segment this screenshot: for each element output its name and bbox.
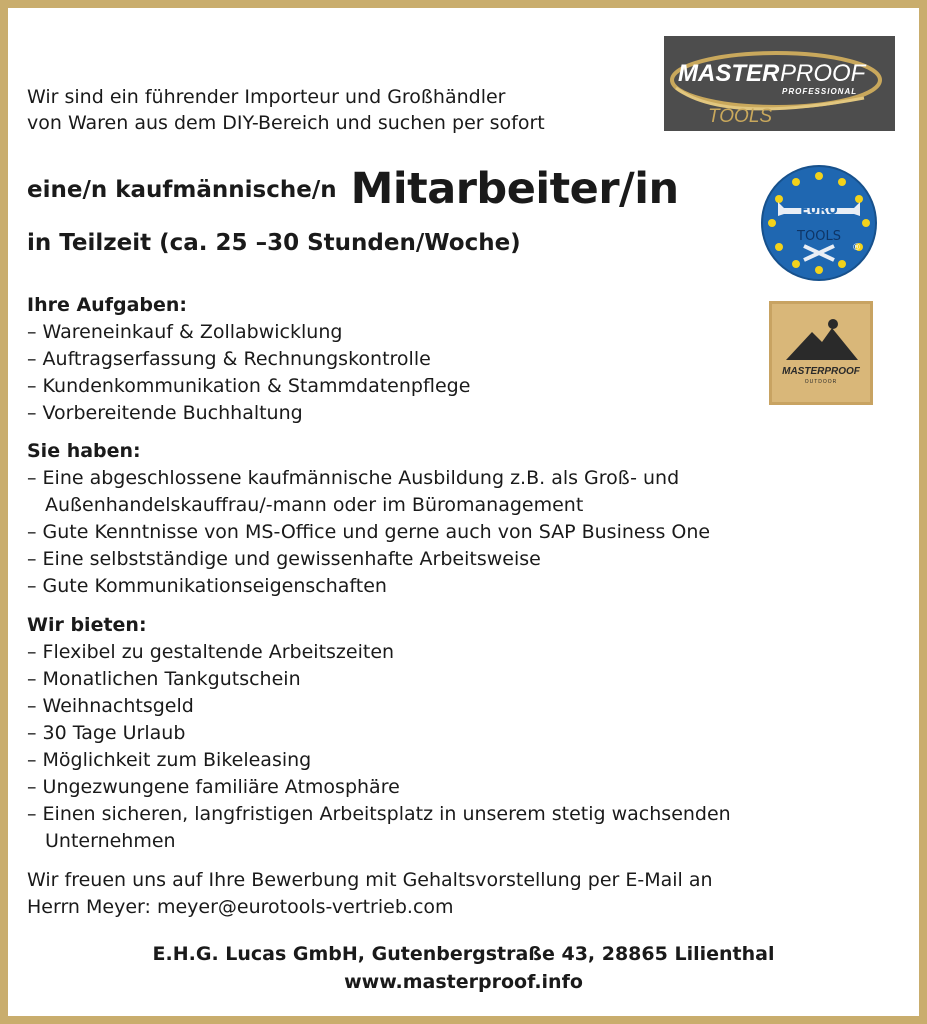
section-aufgaben	[27, 292, 827, 427]
sun-icon	[828, 319, 838, 329]
logo-sub: TOOLS	[708, 106, 773, 127]
list-item: – Auftragserfassung & Rechnungskontrolle	[27, 348, 431, 370]
euro-word: EURO	[800, 203, 838, 217]
headline-prefix: eine/n kaufmännische/n	[27, 177, 337, 203]
footer	[0, 940, 927, 996]
list-item: – Eine abgeschlossene kaufmännische Ausbildung z.B. als Groß- und Außenhandelskauffrau/-mann oder im Büromanagement	[27, 467, 680, 516]
tools-word: TOOLS	[797, 229, 841, 244]
outdoor-brand: MASTERPROOF	[782, 366, 860, 377]
intro-line-2: von Waren aus dem DIY-Bereich und suchen per sofort	[27, 112, 545, 134]
registered-mark: ®	[852, 243, 861, 253]
intro-text	[27, 84, 627, 136]
website-link[interactable]: www.masterproof.info	[344, 971, 583, 993]
section-title: Ihre Aufgaben:	[27, 294, 187, 316]
company-address: E.H.G. Lucas GmbH, Gutenbergstraße 43, 28865 Lilienthal	[152, 943, 775, 965]
list-item: – Einen sicheren, langfristigen Arbeitsplatz in unserem stetig wachsenden Unternehmen	[27, 803, 731, 852]
contact-email-line[interactable]: Herrn Meyer: meyer@eurotools-vertrieb.com	[27, 896, 454, 918]
logo-word-proof: PROOF	[780, 60, 866, 87]
list-item: – Möglichkeit zum Bikeleasing	[27, 749, 312, 771]
list-item: – Eine selbstständige und gewissenhafte Arbeitsweise	[27, 548, 541, 570]
intro-line-1: Wir sind ein führender Importeur und Großhändler	[27, 86, 506, 108]
list-item: – Weihnachtsgeld	[27, 695, 194, 717]
logo-word-master: MASTER	[678, 60, 780, 87]
list-item: – Kundenkommunikation & Stammdatenpflege	[27, 375, 471, 397]
closing-line-1: Wir freuen uns auf Ihre Bewerbung mit Gehaltsvorstellung per E-Mail an	[27, 869, 713, 891]
list-item: – Ungezwungene familiäre Atmosphäre	[27, 776, 400, 798]
job-title: Mitarbeiter/in	[350, 164, 679, 214]
job-headline	[27, 164, 679, 214]
list-item: – 30 Tage Urlaub	[27, 722, 186, 744]
euro-tools-logo	[760, 164, 878, 282]
outdoor-sub: OUTDOOR	[804, 379, 838, 385]
section-bieten	[27, 612, 827, 855]
list-item: – Gute Kommunikationseigenschaften	[27, 575, 387, 597]
logo-tag: PROFESSIONAL	[782, 87, 858, 96]
list-item: – Flexibel zu gestaltende Arbeitszeiten	[27, 641, 395, 663]
section-haben	[27, 438, 827, 600]
job-subtitle: in Teilzeit (ca. 25 –30 Stunden/Woche)	[27, 230, 521, 256]
list-item: – Wareneinkauf & Zollabwicklung	[27, 321, 343, 343]
section-title: Wir bieten:	[27, 614, 147, 636]
list-item: – Vorbereitende Buchhaltung	[27, 402, 303, 424]
masterproof-tools-logo	[664, 36, 895, 131]
section-title: Sie haben:	[27, 440, 141, 462]
list-item: – Gute Kenntnisse von MS-Office und gerne auch von SAP Business One	[27, 521, 711, 543]
list-item: – Monatlichen Tankgutschein	[27, 668, 301, 690]
closing-text	[27, 867, 827, 921]
